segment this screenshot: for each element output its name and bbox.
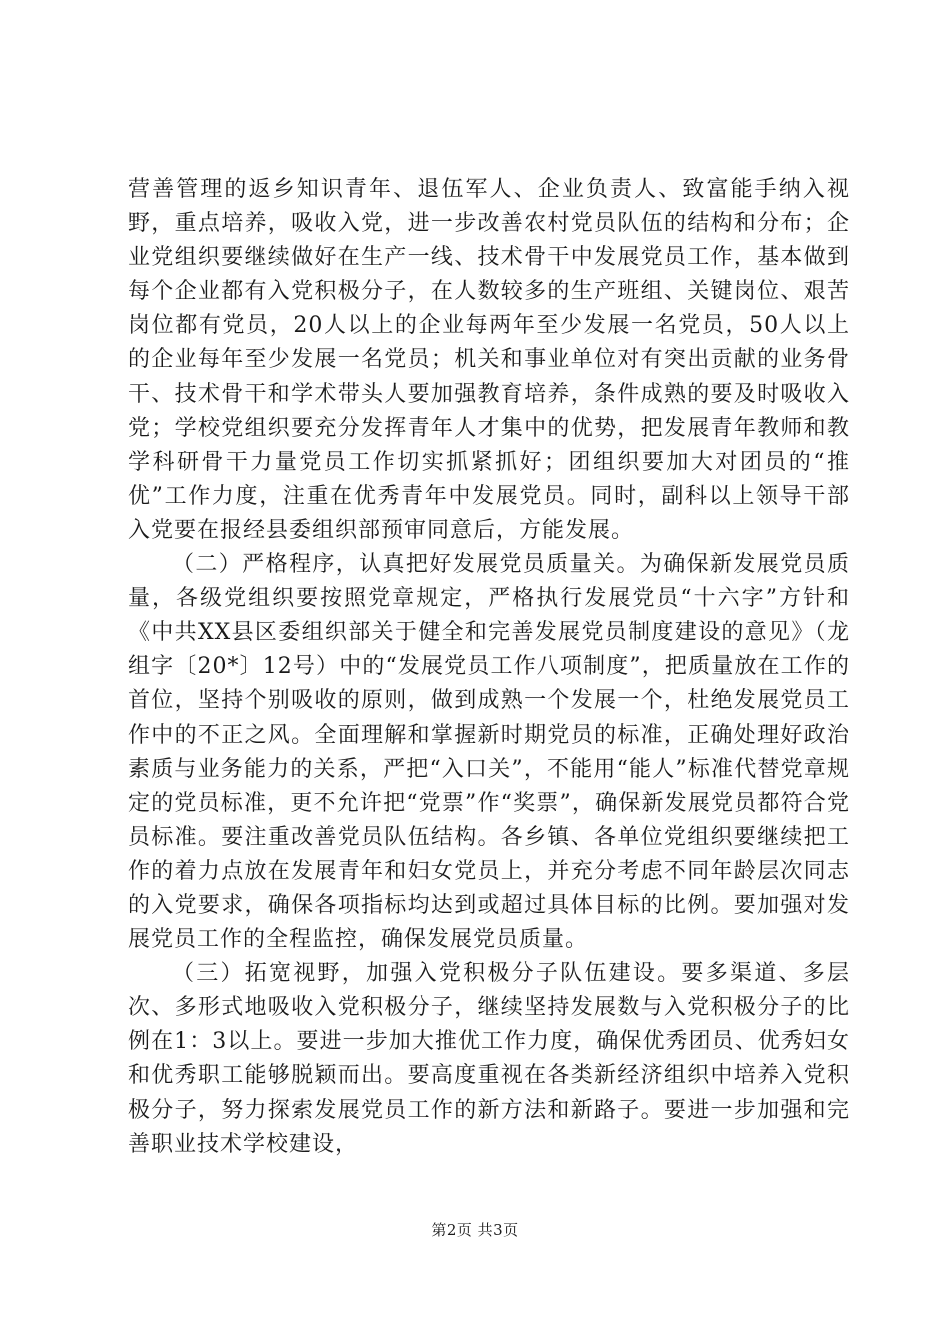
paragraph-2: （二）严格程序，认真把好发展党员质量关。为确保新发展党员质量，各级党组织要按照党章规定，严格执行发展党员“十六字”方针和《中共XX县区委组织部关于健全和完善发展党员制度建设的意见》（龙组字〔20*〕12号）中的“发展党员工作八项制度”，把质量放在工作的首位，坚持个别吸收的原则，做到成熟一个发展一个，杜绝发展党员工作中的不正之风。全面理解和掌握新时期党员的标准，正确处理好政治素质与业务能力的关系，严把“入口关”，不能用“能人”标准代替党章规定的党员标准，更不允许把“党票”作“奖票”，确保新发展党员都符合党员标准。要注重改善党员队伍结构。各乡镇、各单位党组织要继续把工作的着力点放在发展青年和妇女党员上，并充分考虑不同年龄层次同志的入党要求，确保各项指标均达到或超过具体目标的比例。要加强对发展党员工作的全程监控，确保发展党员质量。 [128, 552, 850, 953]
paragraph-3: （三）拓宽视野，加强入党积极分子队伍建设。要多渠道、多层次、多形式地吸收入党积极分子，继续坚持发展数与入党积极分子的比例在1：3以上。要进一步加大推优工作力度，确保优秀团员、优秀妇女和优秀职工能够脱颖而出。要高度重视在各类新经济组织中培养入党积极分子，努力探索发展党员工作的新方法和新路子。要进一步加强和完善职业技术学校建设， [128, 961, 850, 1157]
paragraph-1: 营善管理的返乡知识青年、退伍军人、企业负责人、致富能手纳入视野，重点培养，吸收入党，进一步改善农村党员队伍的结构和分布；企业党组织要继续做好在生产一线、技术骨干中发展党员工作，基本做到每个企业都有入党积极分子，在人数较多的生产班组、关键岗位、艰苦岗位都有党员，20人以上的企业每两年至少发展一名党员，50人以上的企业每年至少发展一名党员；机关和事业单位对有突出贡献的业务骨干、技术骨干和学术带头人要加强教育培养，条件成熟的要及时吸收入党；学校党组织要充分发挥青年人才集中的优势，把发展青年教师和教学科研骨干力量党员工作切实抓紧抓好；团组织要加大对团员的“推优”工作力度，注重在优秀青年中发展党员。同时，副科以上领导干部入党要在报经县委组织部预审同意后，方能发展。 [128, 177, 850, 543]
document-body [128, 173, 850, 1162]
page-footer: 第2页 共3页 [431, 1221, 519, 1239]
